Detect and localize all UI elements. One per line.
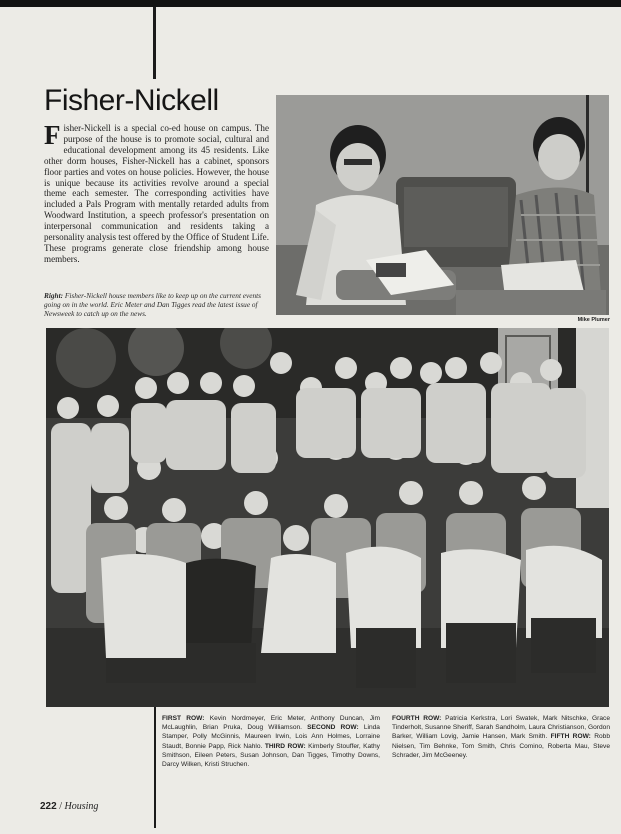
caption-label: Right: xyxy=(44,291,64,300)
article-body-text: isher-Nickell is a special co-ed house on campus. The purpose of the house is to promote social, cultural and educational development among its 45 residents. Like other dorm houses, Fisher-Nickell has a cabinet, sponsors floor parties and votes on house policies. However, the house is unique because its activities revolve around a special theme each semester. The corresponding activities have included a Pals Program with mentally retarded adults from Woodward Institution, a speech professor's presentation on interpersonal communication and residents taking a personality analysis test offered by the Office of Student Life. These programs generate close friendship among house members. xyxy=(44,123,269,264)
third-row-names: Kimberly Stouffer, Kathy Smithson, Eileen Peters, Susan Johnson, Dan Tigges, Timothy Downs, Darcy Wilken, Kristi Struchen. xyxy=(162,742,380,769)
first-row-label: FIRST ROW: xyxy=(162,715,205,722)
second-row-label: SECOND ROW: xyxy=(307,724,359,732)
group-names-left-column xyxy=(162,714,380,769)
group-photo xyxy=(46,328,609,707)
vertical-rule-top xyxy=(153,7,156,79)
reading-photo-illustration xyxy=(276,95,609,315)
drop-cap: F xyxy=(44,120,61,150)
section-name: Housing xyxy=(64,801,99,812)
photo-credit: Mike Plumer xyxy=(577,317,610,323)
article-body xyxy=(44,120,269,265)
fourth-row-label: FOURTH ROW: xyxy=(392,715,442,722)
photo-caption xyxy=(44,291,268,318)
caption-text: Fisher-Nickell house members like to keep up on the current events going on in the world. Eric Meter and Dan Tigges read the latest issue of Newsweek to catch up on the news. xyxy=(44,291,262,318)
second-row-names: Linda Stamper, Polly McGinnis, Maureen Irwin, Lois Ann Holmes, Lorraine Staudt, Bonnie Papp, Rick Nahlo. xyxy=(162,724,380,750)
third-row-label: THIRD ROW: xyxy=(264,742,306,750)
vertical-rule-bottom xyxy=(154,707,156,828)
group-photo-illustration xyxy=(46,328,609,707)
folio-separator: / xyxy=(56,801,65,812)
fifth-row-label: FIFTH ROW: xyxy=(550,733,591,741)
fifth-row-names: Robb Nielsen, Tim Behnke, Tom Smith, Chris Comino, Roberta Mau, Steve Schrader, Jim McGeeney. xyxy=(392,733,610,759)
top-border xyxy=(0,0,621,7)
first-row-names: Kevin Nordmeyer, Eric Meter, Anthony Duncan, Jim McLaughlin, Brian Pruka, Doug Williamson. xyxy=(162,715,380,732)
page-folio xyxy=(40,801,98,812)
reading-photo xyxy=(276,95,609,315)
page-number: 222 xyxy=(40,801,57,812)
fourth-row-names: Patricia Kerkstra, Lori Swatek, Mark Nitschke, Grace Tinderholt, Susanne Sheriff, Sarah Sandholm, Laura Christianson, Gordon Barker, William Lovig, Jamie Hansen, Mark Smith. xyxy=(392,715,610,741)
page-title: Fisher-Nickell xyxy=(44,84,219,117)
group-names-right-column xyxy=(392,714,610,760)
